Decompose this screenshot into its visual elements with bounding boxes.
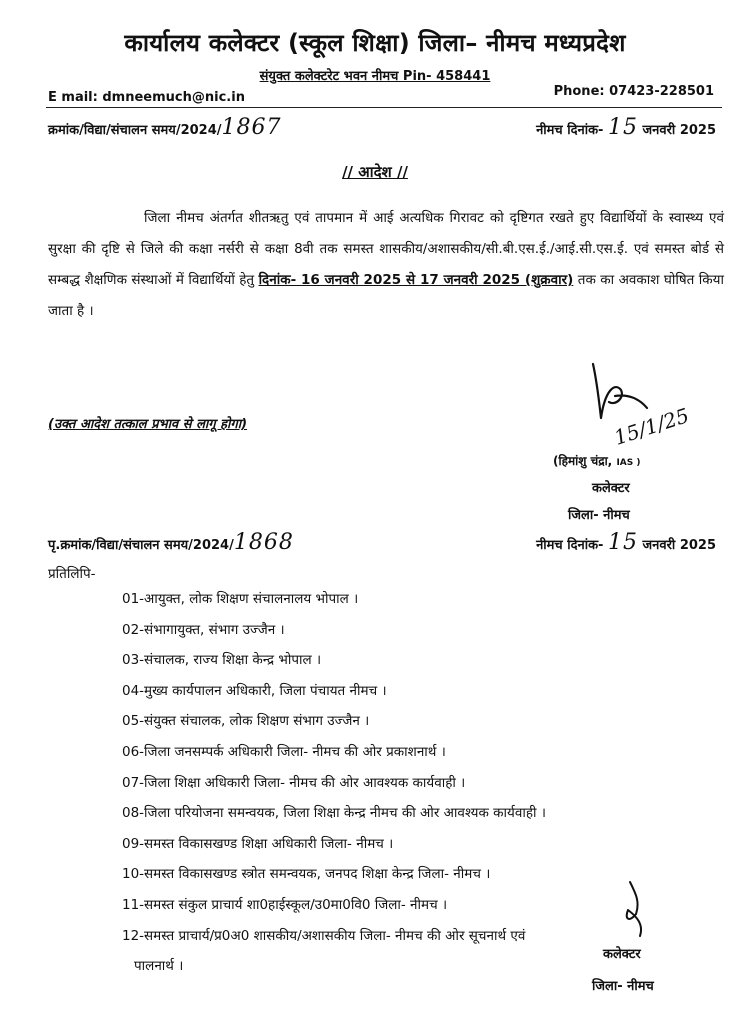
email-address: dmneemuch@nic.in bbox=[102, 90, 245, 105]
handwritten-day: 15 bbox=[607, 115, 638, 140]
date-prefix: नीमच दिनांक- bbox=[536, 123, 604, 138]
email-label: E mail: bbox=[48, 90, 98, 105]
order-heading: // आदेश // bbox=[342, 163, 408, 181]
order-body bbox=[48, 203, 724, 327]
recipient-12-line2: पालनार्थ । bbox=[134, 957, 184, 974]
office-title: कार्यालय कलेक्टर (स्कूल शिक्षा) जिला– नीमच मध्यप्रदेश bbox=[124, 29, 626, 57]
collector-designation: कलेक्टर bbox=[592, 481, 630, 496]
collector-name: (हिमांशु चंद्रा, IAS ) bbox=[553, 454, 641, 468]
recipient-12-line1: 12-समस्त प्राचार्य/प्र0अ0 शासकीय/अशासकीय जिला- नीमच की ओर सूचनार्थ एवं bbox=[122, 927, 526, 944]
signature-date: 15/1/25 bbox=[611, 403, 692, 450]
recipient-list bbox=[122, 584, 546, 981]
order-reference bbox=[48, 115, 282, 140]
footer-signature bbox=[600, 880, 670, 940]
office-address: संयुक्त कलेक्टरेट भवन नीमच Pin- 458441 bbox=[259, 69, 491, 84]
footer-designation: कलेक्टर bbox=[603, 947, 641, 962]
handwritten-reference-number: 1867 bbox=[221, 115, 282, 140]
date-suffix: जनवरी 2025 bbox=[642, 123, 716, 138]
phone-line: Phone: 07423-228501 bbox=[553, 84, 714, 99]
copy-reference-prefix: पृ.क्रमांक/विद्या/संचालन समय/2024/ bbox=[48, 538, 234, 553]
list-item: 10-समस्त विकासखण्ड स्त्रोत समन्वयक, जनपद शिक्षा केन्द्र जिला- नीमच । bbox=[122, 866, 491, 883]
reference-prefix: क्रमांक/विद्या/संचालन समय/2024/ bbox=[48, 123, 222, 138]
list-item: 04-मुख्य कार्यपालन अधिकारी, जिला पंचायत नीमच । bbox=[122, 682, 387, 699]
list-item bbox=[122, 921, 546, 981]
holiday-dates: दिनांक- 16 जनवरी 2025 से 17 जनवरी 2025 (शुक्रवार) bbox=[258, 272, 574, 288]
order-date bbox=[536, 115, 716, 140]
list-item: 08-जिला परियोजना समन्वयक, जिला शिक्षा केन्द्र नीमच की ओर आवश्यक कार्यवाही । bbox=[122, 805, 546, 822]
list-item: 03-संचालक, राज्य शिक्षा केन्द्र भोपाल । bbox=[122, 652, 322, 669]
list-item: 09-समस्त विकासखण्ड शिक्षा अधिकारी जिला- नीमच । bbox=[122, 835, 394, 852]
collector-district: जिला- नीमच bbox=[568, 508, 630, 523]
list-item: 01-आयुक्त, लोक शिक्षण संचालनालय भोपाल । bbox=[122, 591, 359, 607]
list-item: 02-संभागायुक्त, संभाग उज्जैन । bbox=[122, 621, 285, 638]
copy-reference bbox=[48, 530, 294, 555]
email-line bbox=[48, 90, 245, 105]
order-body-part1: जिला नीमच अंतर्गत शीतऋतु एवं तापमान में आई अत्यधिक गिरावट को दृष्टिगत रखते हुए विद्यार्थियों के स्वास्थ्य एवं सुरक्षा की दृष्टि से जिले की कक्षा नर्सरी से कक्षा 8वी तक समस्त शासकीय/अशासकीय/सी.बी.एस.ई./आई.सी.एस.ई. एवं समस्त बोर्ड से सम्बद्ध शैक्षणिक संस्थाओं में विद्यार्थियों हेतु bbox=[48, 210, 724, 288]
copy-date-prefix: नीमच दिनांक- bbox=[536, 538, 604, 553]
list-item: 06-जिला जनसम्पर्क अधिकारी जिला- नीमच की ओर प्रकाशनार्थ । bbox=[122, 743, 446, 760]
list-item: 07-जिला शिक्षा अधिकारी जिला- नीमच की ओर आवश्यक कार्यवाही । bbox=[122, 774, 466, 791]
order-body-part2: तक का अवकाश घोषित किया जाता है । bbox=[48, 272, 724, 319]
list-item: 05-संयुक्त संचालक, लोक शिक्षण संभाग उज्जैन । bbox=[122, 713, 370, 730]
footer-district: जिला- नीमच bbox=[592, 979, 654, 994]
copy-date bbox=[536, 530, 716, 555]
copy-label: प्रतिलिपि- bbox=[48, 566, 96, 582]
copy-date-suffix: जनवरी 2025 bbox=[642, 538, 716, 553]
copy-handwritten-day: 15 bbox=[607, 530, 638, 555]
header-divider bbox=[46, 107, 722, 108]
handwritten-copy-number: 1868 bbox=[233, 530, 294, 555]
collector-signature bbox=[575, 360, 725, 455]
effect-note: (उक्त आदेश तत्काल प्रभाव से लागू होगा) bbox=[48, 417, 248, 432]
list-item: 11-समस्त संकुल प्राचार्य शा0हाईस्कूल/उ0मा0वि0 जिला- नीमच । bbox=[122, 896, 448, 913]
